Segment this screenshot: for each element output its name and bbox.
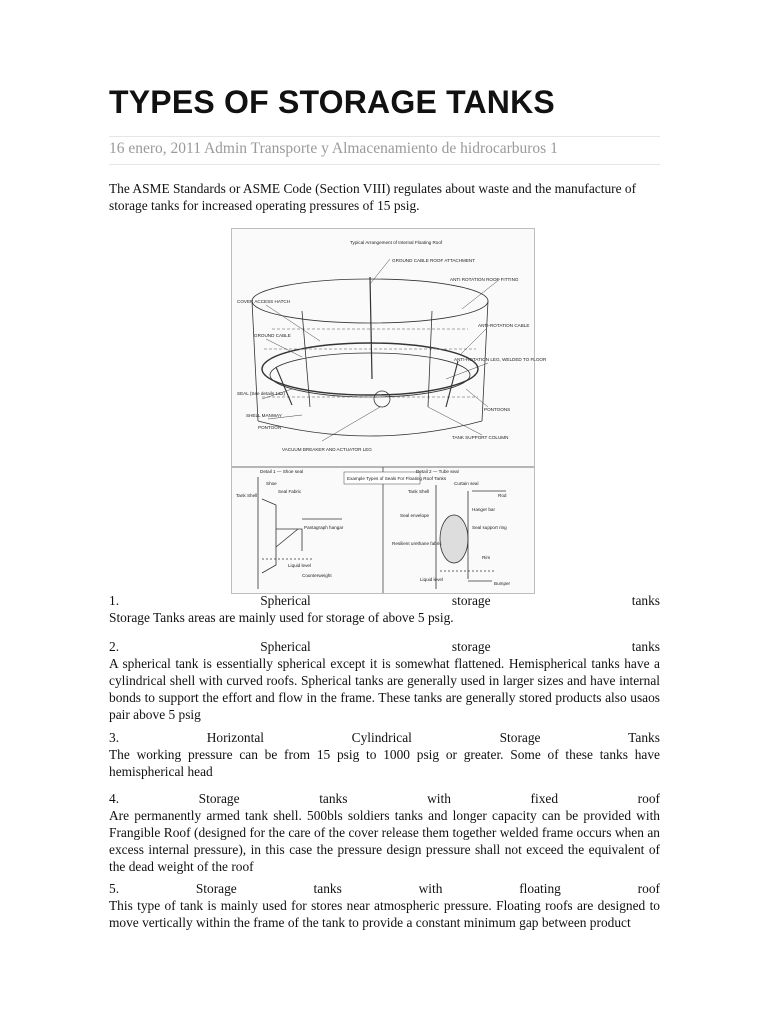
section-heading: 5. Storage tanks with floating roof xyxy=(109,881,660,896)
label-curtain-seal: Curtain seal xyxy=(454,481,479,486)
label-pontoon: PONTOON xyxy=(258,425,282,430)
label-tank-shell-2: Tank Shell xyxy=(408,489,430,494)
tank-base xyxy=(258,421,482,436)
floating-roof-tank-diagram xyxy=(232,229,547,593)
label-pontoons: PONTOONS xyxy=(484,407,511,412)
label-cover-access: COVER ACCESS HATCH xyxy=(237,299,291,304)
label-support-column: TANK SUPPORT COLUMN xyxy=(452,435,509,440)
label-anti-rotation-cable: ANTI-ROTATION CABLE xyxy=(478,323,530,328)
divider xyxy=(109,164,660,165)
ground-cable xyxy=(370,277,372,379)
label-example-seals: Example Types of Seals For Floating Roof Tanks xyxy=(347,476,447,481)
section-heading: 2. Spherical storage tanks xyxy=(109,639,660,654)
label-anti-rotation-leg: ANTI-ROTATION LEG, WELDED TO FLOOR xyxy=(454,357,547,362)
anti-rotation-cable xyxy=(276,361,458,407)
label-resilient: Resilient urethane fabric xyxy=(392,541,442,546)
label-ground-cable-attach: GROUND CABLE ROOF ATTACHMENT xyxy=(392,258,476,263)
section-body: A spherical tank is essentially spherical except it is somewhat flattened. Hemispherical tanks have a cylindrical shell with curved roofs. Spherical tanks are generally used in larger sizes and have internal bonds to support the effort and flow in the frame. These tanks are generally stored products also usaos pair above 5 psig xyxy=(109,656,660,722)
label-vacuum-breaker: VACUUM BREAKER AND ACTUATOR LEG xyxy=(282,447,372,452)
label-seal-fabric: Seal Fabric xyxy=(278,489,302,494)
detail-tube-seal xyxy=(436,485,506,589)
label-bumper: Bumper xyxy=(494,581,511,586)
section-heading: 3. Horizontal Cylindrical Storage Tanks xyxy=(109,730,660,745)
section-heading: 4. Storage tanks with fixed roof xyxy=(109,791,660,806)
label-shoe: Shoe xyxy=(266,481,277,486)
section-heading: 1. Spherical storage tanks xyxy=(109,593,660,608)
label-rod: Rod xyxy=(498,493,507,498)
section-1 xyxy=(109,592,660,626)
figure-caption: Typical Arrangement of Internal Floating Roof xyxy=(350,240,443,245)
vacuum-breaker xyxy=(374,391,390,407)
label-liquid-level-1: Liquid level xyxy=(288,563,311,568)
label-seal-envelope: Seal envelope xyxy=(400,513,430,518)
tank-wall-left xyxy=(252,301,258,421)
section-2 xyxy=(109,638,660,723)
label-shell-manway: SHELL MANWAY xyxy=(246,413,282,418)
page-title: TYPES OF STORAGE TANKS xyxy=(109,84,555,120)
section-3 xyxy=(109,729,660,780)
section-body: Are permanently armed tank shell. 500bls soldiers tanks and longer capacity can be provided with Frangible Roof (designed for the care of the cover release them together welded frame occurs when an excess internal pressure), in this case the pressure design pressure shall not exceed the equivalent of the dead weight of the roof xyxy=(109,808,660,874)
label-seal-support-ring: Seal support ring xyxy=(472,525,507,530)
label-detail1: Detail 1 — Shoe seal xyxy=(260,469,304,474)
label-liquid-level-2: Liquid level xyxy=(420,577,443,582)
label-hanger-bar: Hanger bar xyxy=(472,507,495,512)
post-meta: 16 enero, 2011 Admin Transporte y Almacenamiento de hidrocarburos 1 xyxy=(109,140,558,157)
intro-paragraph: The ASME Standards or ASME Code (Section VIII) regulates about waste and the manufacture of storage tanks for increased operating pressures of 15 psig. xyxy=(109,181,637,213)
tank-diagram-figure xyxy=(231,228,547,594)
section-body: Storage Tanks areas are mainly used for storage of above 5 psig. xyxy=(109,610,454,625)
shell-hatching xyxy=(262,329,478,397)
label-rim: Rim xyxy=(482,555,491,560)
label-ground-cable: GROUND CABLE xyxy=(254,333,291,338)
label-detail2: Detail 2 — Tube seal xyxy=(416,469,459,474)
label-seal: SEAL (See details 1&2) xyxy=(237,391,286,396)
section-body: This type of tank is mainly used for stores near atmospheric pressure. Floating roofs are designed to move vertically within the frame of the tank to provide a constant minimum gap between product xyxy=(109,898,660,930)
section-5 xyxy=(109,880,660,931)
label-tank-shell-1: Tank Shell xyxy=(236,493,258,498)
section-4 xyxy=(109,790,660,875)
divider xyxy=(109,136,660,137)
floating-roof xyxy=(262,343,478,395)
label-anti-rotation-fitting: ANTI ROTATION ROOF FITTING xyxy=(450,277,519,282)
pontoon-ring xyxy=(270,353,470,397)
label-counterweight: Counterweight xyxy=(302,573,332,578)
section-body: The working pressure can be from 15 psig to 1000 psig or greater. Some of these tanks have hemispherical head xyxy=(109,747,660,779)
label-pantagraph: Pantagraph hangar xyxy=(304,525,344,530)
